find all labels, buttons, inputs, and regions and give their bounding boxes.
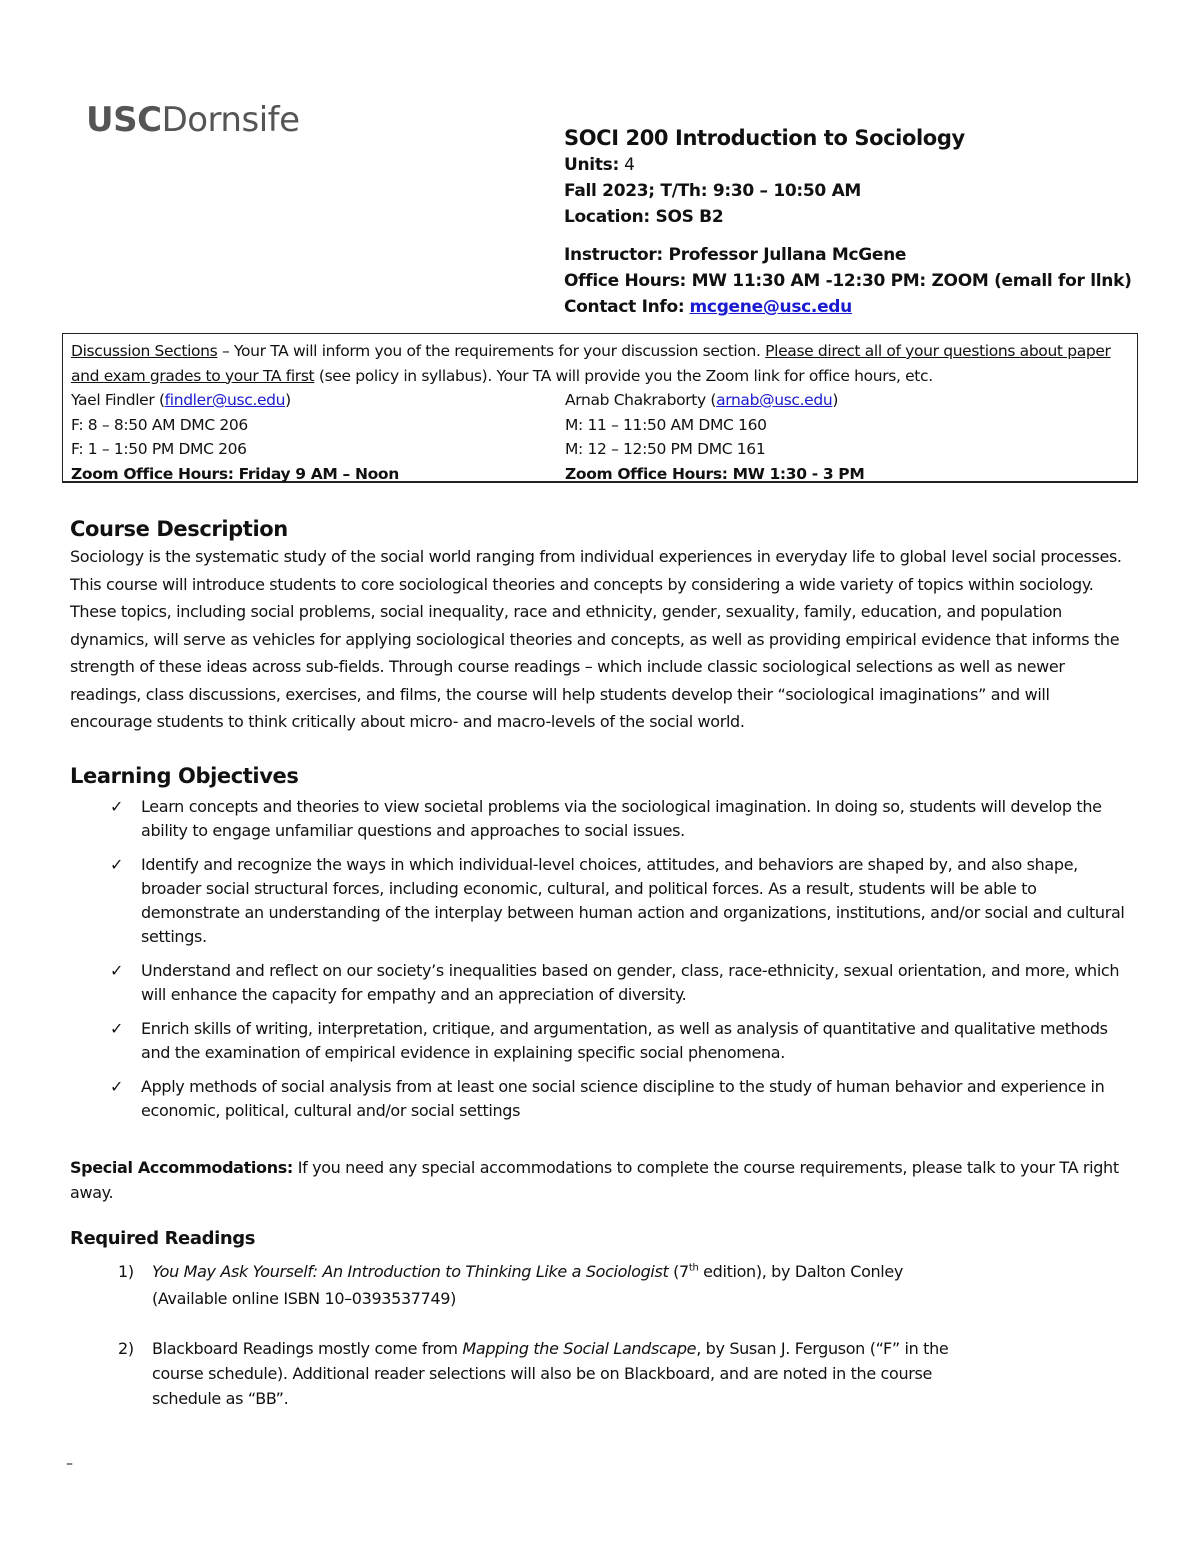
required-readings-list xyxy=(70,1258,970,1411)
ta-name: Arnab Chakraborty (arnab@usc.edu) xyxy=(565,391,839,409)
section-time: M: 12 – 12:50 PM DMC 161 xyxy=(565,440,766,458)
contact-info: Contact Info: mcgene@usc.edu xyxy=(564,297,852,317)
logo-usc: USC xyxy=(86,100,162,140)
logo-dornsife: Dornsife xyxy=(161,100,300,140)
ta-block-arnab xyxy=(565,388,1055,486)
discussion-heading: Discussion Sections xyxy=(71,342,218,360)
course-description-text: Sociology is the systematic study of the social world ranging from individual experiences in everyday life to global level social processes. This course will introduce students to core sociological theories and concepts by considering a wide variety of topics within sociology. These topics, including social problems, social inequality, race and ethnicity, gender, sexuality, family, education, and population dynamics, will serve as vehicles for applying sociological theories and concepts, as well as providing empirical evidence that informs the strength of these ideas across sub-fields. Through course readings – which include classic sociological selections as well as newer readings, class discussions, exercises, and films, the course will help students develop their “sociological imaginations” and will encourage students to think critically about micro- and macro-levels of the social world. xyxy=(70,547,1122,731)
checkmark-icon: ✓ xyxy=(110,1077,124,1096)
section-time: M: 11 – 11:50 AM DMC 160 xyxy=(565,415,767,434)
ta-name: Yael Findler (findler@usc.edu) xyxy=(71,391,291,409)
learning-objectives-list xyxy=(70,795,1130,1133)
book-title: Mapping the Social Landscape xyxy=(462,1339,697,1358)
required-readings-heading: Required Readings xyxy=(70,1228,256,1249)
learning-objectives-heading: Learning Objectives xyxy=(70,764,299,788)
checkmark-icon: ✓ xyxy=(110,855,124,874)
list-item: 2) Blackboard Readings mostly come from Mapping the Social Landscape, by Susan J. Ferguson (“F” in the course schedule). Additional reader selections will also be on Blackboard, and are noted in the course schedule as “BB”. xyxy=(118,1339,949,1408)
checkmark-icon: ✓ xyxy=(110,797,124,816)
footer-mark: – xyxy=(66,1456,73,1472)
checkmark-icon: ✓ xyxy=(110,961,124,980)
usc-dornsife-logo xyxy=(86,100,300,140)
list-item: 1) You May Ask Yourself: An Introduction to Thinking Like a Sociologist (7th edition), by Dalton Conley (Available online ISBN 10–0393537749) xyxy=(118,1262,904,1308)
instructor-email-link[interactable]: mcgene@usc.edu xyxy=(689,297,852,317)
ta-block-yael xyxy=(71,388,561,486)
list-item: ✓ Learn concepts and theories to view societal problems via the sociological imagination. In doing so, students will develop the ability to engage unfamiliar questions and approaches to social issues. xyxy=(110,797,1102,840)
list-item: ✓ Identify and recognize the ways in which individual-level choices, attitudes, and behaviors are shaped by, and also shape, broader social structural forces, including economic, cultural, and political forces. As a result, students will be able to demonstrate an understanding of the interplay between human action and organizations, institutions, and/or social and cultural settings. xyxy=(110,855,1125,946)
course-description-heading: Course Description xyxy=(70,517,288,541)
course-location: Location: SOS B2 xyxy=(564,207,724,227)
course-title: SOCI 200 Introduction to Sociology xyxy=(564,126,965,150)
ta-email-link[interactable]: findler@usc.edu xyxy=(164,391,286,409)
list-item: ✓ Understand and reflect on our society’s inequalities based on gender, class, race-ethnicity, sexual orientation, and more, which will enhance the capacity for empathy and an appreciation of diversity. xyxy=(110,961,1120,1004)
list-item: ✓ Enrich skills of writing, interpretation, critique, and argumentation, as well as analysis of quantitative and qualitative methods and the examination of empirical evidence in explaining specific social phenomena. xyxy=(110,1019,1108,1062)
ta-email-link[interactable]: arnab@usc.edu xyxy=(716,391,833,409)
course-header xyxy=(564,124,1164,320)
special-accommodations: Special Accommodations: If you need any special accommodations to complete the course requirements, please talk to your TA right away. xyxy=(70,1158,1119,1202)
office-hours: Office Hours: MW 11:30 AM -12:30 PM: ZOOM (emall for llnk) xyxy=(564,271,1132,291)
list-item: ✓ Apply methods of social analysis from at least one social science discipline to the study of human behavior and experience in economic, political, cultural and/or social settings xyxy=(110,1077,1105,1120)
discussion-sections-box xyxy=(62,333,1138,483)
ta-zoom-hours: Zoom Office Hours: Friday 9 AM – Noon xyxy=(71,464,399,483)
course-term: Fall 2023; T/Th: 9:30 – 10:50 AM xyxy=(564,181,862,201)
ta-zoom-hours: Zoom Office Hours: MW 1:30 - 3 PM xyxy=(565,464,865,483)
checkmark-icon: ✓ xyxy=(110,1019,124,1038)
section-time: F: 8 – 8:50 AM DMC 206 xyxy=(71,415,248,434)
section-time: F: 1 – 1:50 PM DMC 206 xyxy=(71,440,247,458)
discussion-intro: Discussion Sections – Your TA will inform you of the requirements for your discussion section. Please direct all of your questions about paper and exam grades to your TA first (see policy in syllabus). Your TA will provide you the Zoom link for office hours, etc. xyxy=(71,342,1111,385)
book-title: You May Ask Yourself: An Introduction to Thinking Like a Sociologist xyxy=(152,1262,669,1281)
course-units: Units: 4 xyxy=(564,155,635,175)
instructor: Instructor: Professor Jullana McGene xyxy=(564,245,907,265)
